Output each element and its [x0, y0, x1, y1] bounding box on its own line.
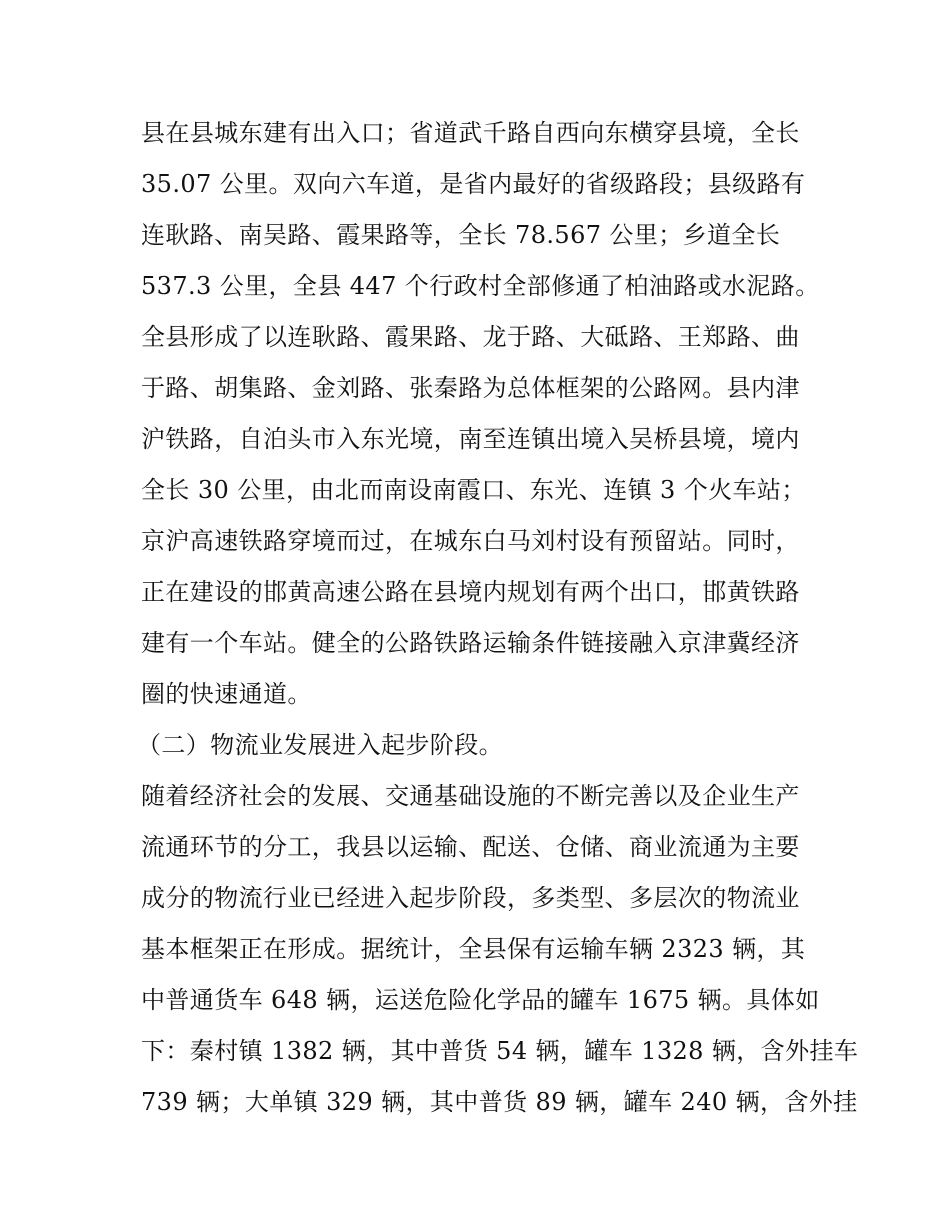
body-text [137, 108, 859, 1128]
text-line: 中普通货车 648 辆，运送危险化学品的罐车 1675 辆。具体如 [141, 986, 820, 1014]
text-line: 建有一个车站。健全的公路铁路运输条件链接融入京津冀经济 [141, 629, 800, 657]
text-line: 圈的快速通道。 [141, 680, 312, 708]
text-line: 县在县城东建有出入口；省道武千路自西向东横穿县境，全长 [141, 119, 800, 147]
text-line: 于路、胡集路、金刘路、张秦路为总体框架的公路网。县内津 [141, 374, 800, 402]
text-line: 沪铁路，自泊头市入东光境，南至连镇出境入吴桥县境，境内 [141, 425, 800, 453]
text-line: 随着经济社会的发展、交通基础设施的不断完善以及企业生产 [141, 782, 800, 810]
text-line: 537.3 公里，全县 447 个行政村全部修通了柏油路或水泥路。 [141, 272, 820, 300]
text-line: 连耿路、南吴路、霞果路等，全长 78.567 公里；乡道全长 [141, 221, 781, 249]
section-heading: （二）物流业发展进入起步阶段。 [137, 731, 503, 759]
text-line: 正在建设的邯黄高速公路在县境内规划有两个出口，邯黄铁路 [141, 578, 800, 606]
text-line: 流通环节的分工，我县以运输、配送、仓储、商业流通为主要 [141, 833, 800, 861]
text-line: 下：秦村镇 1382 辆，其中普货 54 辆，罐车 1328 辆，含外挂车 [141, 1037, 859, 1065]
text-line: 成分的物流行业已经进入起步阶段，多类型、多层次的物流业 [141, 884, 800, 912]
text-line: 35.07 公里。双向六车道，是省内最好的省级路段；县级路有 [141, 170, 806, 198]
text-line: 全长 30 公里，由北而南设南霞口、东光、连镇 3 个火车站； [141, 476, 806, 504]
text-line: 全县形成了以连耿路、霞果路、龙于路、大砥路、王郑路、曲 [141, 323, 800, 351]
text-line: 基本框架正在形成。据统计，全县保有运输车辆 2323 辆，其 [141, 935, 806, 963]
text-line: 京沪高速铁路穿境而过，在城东白马刘村设有预留站。同时， [141, 527, 800, 555]
text-line: 739 辆；大单镇 329 辆，其中普货 89 辆，罐车 240 辆，含外挂 [141, 1088, 858, 1116]
